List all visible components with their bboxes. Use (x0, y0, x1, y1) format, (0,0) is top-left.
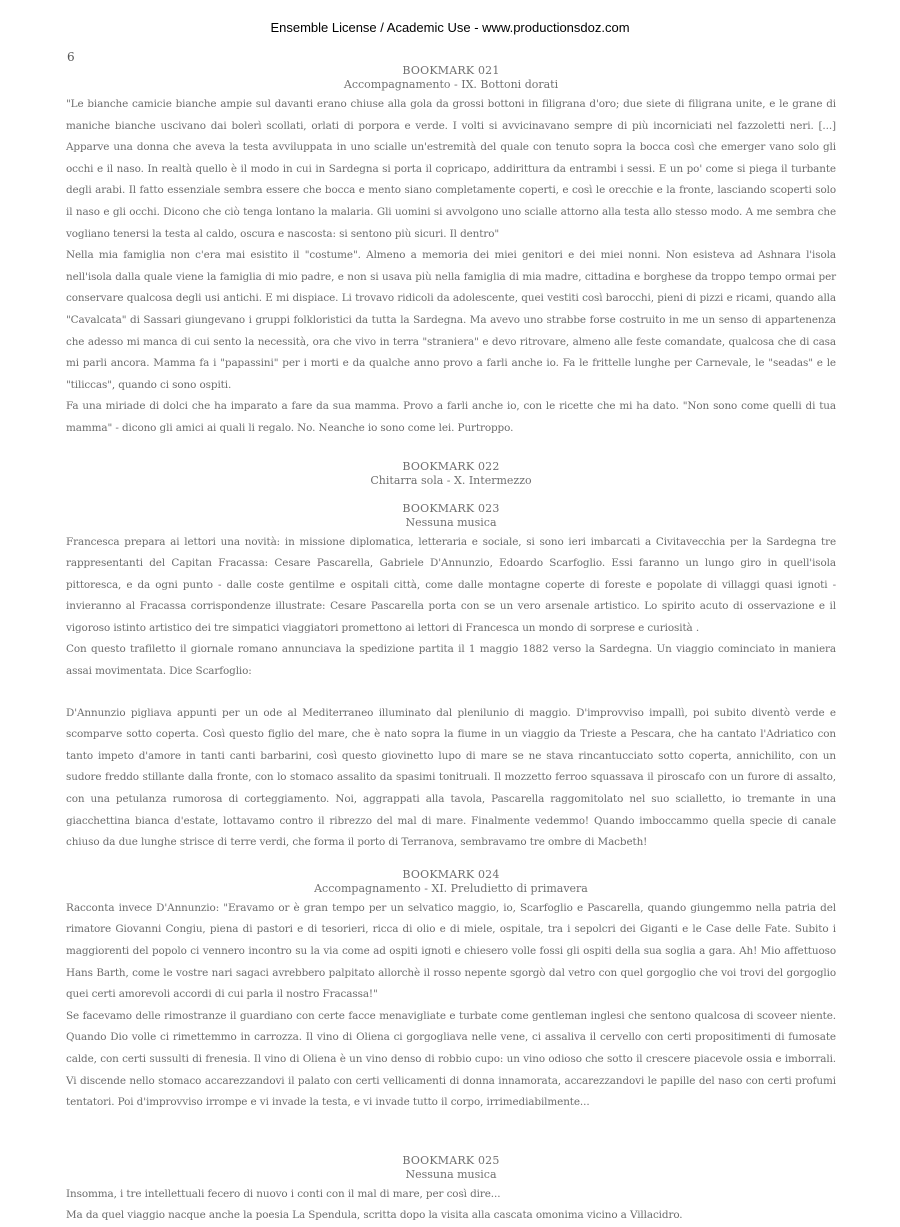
bookmark-title: BOOKMARK 022 (402, 459, 500, 473)
paragraph: Con questo trafiletto il giornale romano annunciava la spedizione partita il 1 maggio 1882 verso la Sardegna. Un viaggio cominciato in maniera assai movimentata. Dice Scarfoglio: (66, 643, 836, 678)
bookmark-022-section (66, 460, 836, 488)
bookmark-subtitle: Accompagnamento - XI. Preludietto di primavera (314, 881, 588, 895)
paragraph: Racconta invece D'Annunzio: "Eravamo or è gran tempo per un selvatico maggio, io, Scarfoglio e Pascarella, quando giungemmo nella patria del rimatore Giovanni Congiu, piena di pastori e di tesorieri, ricca di olio e di miele, ospitale, tra i sepolcri dei Giganti e le Case delle Fate. Subito i maggiorenti del popolo ci vennero incontro su la via come ad ospiti ignoti e chiesero volle fossi gli ospiti della sua soglia a gara. Ah! Mio affettuoso Hans Barth, come le vostre nari sagaci avrebbero palpitato allorchè il rosso nepente sgorgò dal vetro con quel gorgoglio che voi trovi del gorgoglio quei certi amorevoli accordi di cui parla il nostro Fracassa!" (66, 901, 836, 1001)
page-number: 6 (67, 50, 75, 64)
bookmark-title: BOOKMARK 023 (402, 501, 500, 515)
paragraph: D'Annunzio pigliava appunti per un ode al Mediterraneo illuminato dal plenilunio di maggio. D'improvviso impallì, poi subito diventò verde e scomparve sotto coperta. Così questo figlio del mare, che è nato sopra la fiume in un viaggio da Trieste a Pescara, che ha cantato l'Adriatico con tanto impeto d'amore in tanti canti barbarini, così questo giovinetto lupo di mare se ne stava rincantucciato sotto coperta, annichilito, con un sudore freddo stillante dalla fronte, con lo stomaco assalito da spasimi tonitruali. Il mozzetto ferroo squassava il piroscafo con un furore di assalto, con una petulanza rumorosa di corteggiamento. Noi, aggrappati alla tavola, Pascarella raggomitolato nel suo scialletto, io tremante in una giacchettina bianca d'estate, lottavamo contro il ribrezzo del mal di mare. Finalmente vedemmo! Quando imboccammo quella specie di canale chiuso da due lunghe strisce di terre verdi, che forma il porto di Terranova, sembravamo tre ombre di Macbeth! (66, 706, 836, 849)
bookmark-title: BOOKMARK 021 (402, 64, 500, 77)
bookmark-subtitle: Accompagnamento - IX. Bottoni dorati (343, 78, 559, 91)
bookmark-024-section (66, 868, 836, 1114)
bookmark-subtitle: Chitarra sola - X. Intermezzo (370, 473, 532, 487)
bookmark-023-section (66, 502, 836, 854)
paragraph: "Le bianche camicie bianche ampie sul davanti erano chiuse alla gola da grossi bottoni in filigrana d'oro; due siete di filigrana unite, e le grane di maniche bianche uscivano dai bolerì scollati, orlati di porpora e verde. I volti si avvicinavano sempre di più incorniciati nel fazzoletti neri. [...] Apparve una donna che aveva la testa avviluppata in uno scialle un'estremità del quale con tenuto sopra la bocca così che emerger vano solo gli occhi e il naso. In realtà quello è il modo in cui in Sardegna si porta il copricapo, addirittura da entrambi i sessi. E un po' come si piega il turbante degli arabi. Il fatto essenziale sembra essere che bocca e mento siano completamente coperti, e così le orecchie e la fronte, lasciando scoperti solo il naso e gli occhi. Dicono che ciò tenga lontano la malaria. Gli uomini si avvolgono uno scialle attorno alla testa allo stesso modo. A me sembra che vogliano tenersi la testa al caldo, oscura e nascosta: si sentono più sicuri. Il dentro" (66, 98, 836, 240)
paragraph: Francesca prepara ai lettori una novità: in missione diplomatica, letteraria e sociale, si sono ieri imbarcati a Civitavecchia per la Sardegna tre rappresentanti del Capitan Fracassa: Cesare Pascarella, Gabriele D'Annunzio, Edoardo Scarfoglio. Essi faranno un lungo giro in quell'isola pittoresca, e da ogni punto - dalle coste gentilme e ospitali città, come dalle montagne coperte di foreste e popolate di villaggi quasi ignoti - invieranno al Fracassa corrispondenze illustrate: Cesare Pascarella porta con se un vero arsenale artistico. Lo spirito acuto di osservazione e il vigoroso istinto artistico dei tre simpatici viaggiatori promettono ai lettori di Francesca un mondo di sorprese e curiosità . (66, 535, 836, 634)
paragraph: Insomma, i tre intellettuali fecero di nuovo i conti con il mal di mare, per così dire... (66, 1187, 501, 1200)
bookmark-025-section (66, 1154, 836, 1227)
bookmark-title: BOOKMARK 025 (402, 1153, 500, 1167)
paragraph: Se facevamo delle rimostranze il guardiano con certe facce menavigliate e turbate come gentleman inglesi che sentono qualcosa di scoveer niente. Quando Dio volle ci rimettemmo in carrozza. Il vino di Oliena ci gorgogliava nelle vene, ci assaliva il cervello con certi propositimenti di fumosate calde, con certi sussulti di frenesia. Il vino di Oliena è un vino denso di robbio cupo: un vino odioso che sotto il crescere piacevole ossia e imborrali. Vi discende nello stomaco accarezzandovi il palato con certi vellicamenti di donna innamorata, accarezzandovi le papille del naso con certi profumi tentatori. Poi d'improvviso irrompe e vi invade la testa, e vi invade tutto il corpo, irrimediabilmente... (66, 1009, 836, 1109)
paragraph: Ma da quel viaggio nacque anche la poesia La Spendula, scritta dopo la visita alla cascata omonima vicino a Villacidro. (66, 1209, 683, 1222)
paragraph: Fa una miriade di dolci che ha imparato a fare da sua mamma. Provo a farli anche io, con le ricette che mi ha dato. "Non sono come quelli di tua mamma" - dicono gli amici ai quali li regalo. No. Neanche io sono come lei. Purtroppo. (66, 400, 836, 434)
license-header: Ensemble License / Academic Use - www.productionsdoz.com (270, 20, 630, 35)
paragraph: Nella mia famiglia non c'era mai esistito il "costume". Almeno a memoria dei miei genitori e dei miei nonni. Non esisteva ad Ashnara l'isola nell'isola dalla quale viene la famiglia di mio padre, e non si usava più nella famiglia di mia madre, cittadina e borghese da troppo tempo ormai per conservare qualcosa degli usi antichi. E mi dispiace. Li trovavo ridicoli da adolescente, quei vestiti così barocchi, pieni di pizzi e ricami, quando alla "Cavalcata" di Sassari giungevano i gruppi folkloristici da tutta la Sardegna. Ma avevo uno strabbe forse costruito in me un senso di appartenenza che adesso mi manca di cui sento la necessità, ora che vivo in terra "straniera" e devo ritrovare, almeno alle feste comandate, qualcosa che di casa mi parli ancora. Mamma fa i "papassini" per i morti e da qualche anno provo a farli anche io. Fa le frittelle lunghe per Carnevale, le "seadas" e le "tiliccas", quando ci sono ospiti. (66, 249, 836, 391)
bookmark-subtitle: Nessuna musica (405, 1167, 497, 1181)
document-body (66, 64, 836, 1227)
bookmark-title: BOOKMARK 024 (402, 867, 500, 881)
bookmark-021-section (66, 64, 836, 440)
bookmark-subtitle: Nessuna musica (405, 515, 497, 529)
blank-line (66, 683, 836, 703)
